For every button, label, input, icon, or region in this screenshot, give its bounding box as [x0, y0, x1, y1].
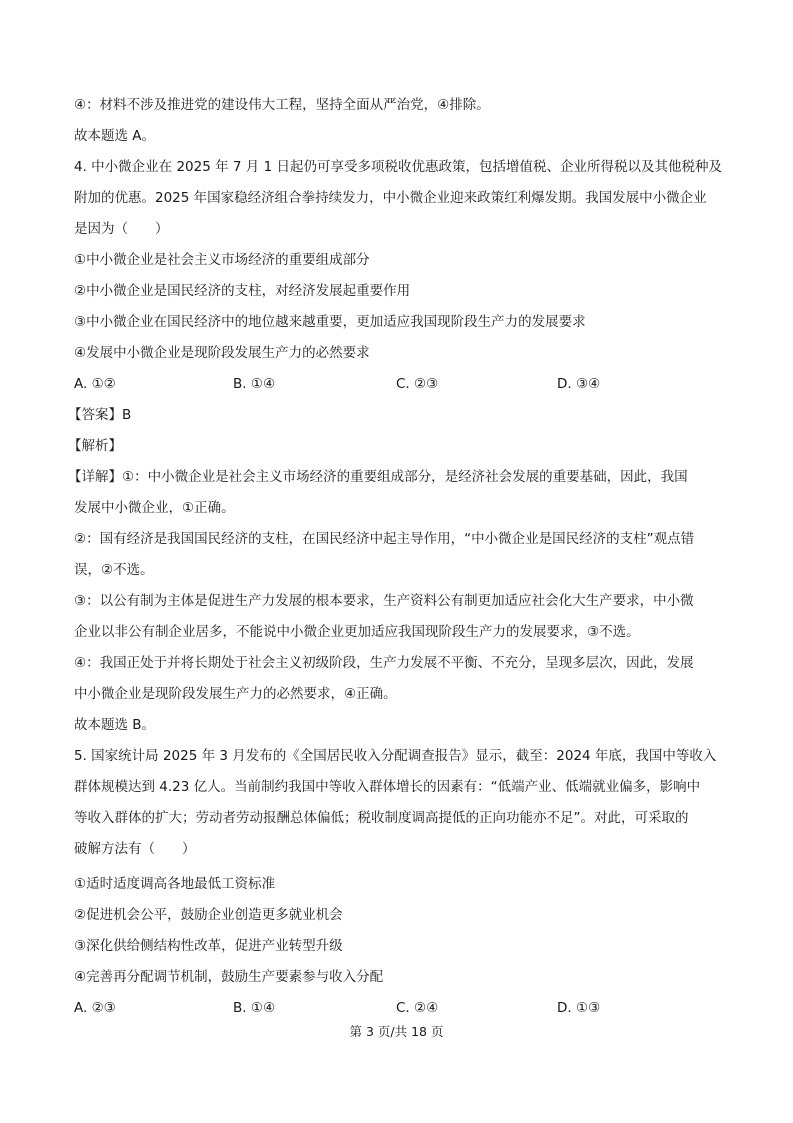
q5-option-d: D. ①③ — [557, 1000, 601, 1016]
q4-conclusion: 故本题选 B。 — [74, 717, 156, 733]
page-number-footer: 第 3 页/共 18 页 — [349, 1024, 444, 1039]
q4-option-d: D. ③④ — [557, 376, 601, 392]
q4-detail-line-8: 中小微企业是现阶段发展生产力的必然要求，④正确。 — [74, 686, 397, 702]
q5-statement-4: ④完善再分配调节机制，鼓励生产要素参与收入分配 — [74, 969, 384, 985]
q4-detail-line-3: ②：国有经济是我国国民经济的支柱，在国民经济中起主导作用，“中小微企业是国民经济的支柱”观点错 — [74, 531, 695, 547]
q4-statement-4: ④发展中小微企业是现阶段发展生产力的必然要求 — [74, 345, 370, 361]
q5-stem-line-2: 群体规模达到 4.23 亿人。当前制约我国中等收入群体增长的因素有：“低端产业、低端就业偏多，影响中 — [74, 779, 701, 795]
q5-stem-line-3: 等收入群体的扩大；劳动者劳动报酬总体偏低；税收制度调高提低的正向功能亦不足”。对此，可采取的 — [74, 810, 689, 826]
q5-statement-1: ①适时适度调高各地最低工资标准 — [74, 876, 276, 892]
q5-stem-line-4: 破解方法有（ ） — [74, 841, 196, 857]
q5-option-b: B. ①④ — [233, 1000, 276, 1016]
q5-option-a: A. ②③ — [74, 1000, 116, 1016]
q4-stem-line-2: 附加的优惠。2025 年国家稳经济组合拳持续发力，中小微企业迎来政策红利爆发期。我国发展中小微企业 — [74, 190, 707, 206]
q4-detail-line-6: 企业以非公有制企业居多，不能说中小微企业更加适应我国现阶段生产力的发展要求，③不选。 — [74, 624, 640, 640]
q4-detail-line-1: 【详解】①：中小微企业是社会主义市场经济的重要组成部分，是经济社会发展的重要基础，因此，我国 — [68, 469, 688, 485]
q4-answer: 【答案】B — [68, 407, 132, 423]
q4-stem-line-1: 4. 中小微企业在 2025 年 7 月 1 日起仍可享受多项税收优惠政策，包括增值税、企业所得税以及其他税种及 — [74, 159, 722, 175]
q4-detail-line-5: ③：以公有制为主体是促进生产力发展的根本要求，生产资料公有制更加适应社会化大生产要求，中小微 — [74, 593, 694, 609]
q4-statement-2: ②中小微企业是国民经济的支柱，对经济发展起重要作用 — [74, 283, 411, 299]
q4-statement-1: ①中小微企业是社会主义市场经济的重要组成部分 — [74, 252, 370, 268]
q5-option-c: C. ②④ — [396, 1000, 439, 1016]
q4-option-b: B. ①④ — [233, 376, 276, 392]
q3-conclusion: 故本题选 A。 — [74, 128, 156, 144]
q4-detail-line-4: 误，②不选。 — [74, 562, 154, 578]
q5-statement-3: ③深化供给侧结构性改革，促进产业转型升级 — [74, 938, 343, 954]
q5-statement-2: ②促进机会公平，鼓励企业创造更多就业机会 — [74, 907, 343, 923]
q3-analysis-line-4: ④：材料不涉及推进党的建设伟大工程，坚持全面从严治党，④排除。 — [74, 97, 490, 113]
q5-stem-line-1: 5. 国家统计局 2025 年 3 月发布的《全国居民收入分配调查报告》显示，截至：2024 年底，我国中等收入 — [74, 748, 717, 764]
q4-stem-line-3: 是因为（ ） — [74, 221, 169, 237]
q4-analysis-heading: 【解析】 — [68, 438, 122, 454]
q4-option-c: C. ②③ — [396, 376, 439, 392]
q4-option-a: A. ①② — [74, 376, 116, 392]
q4-detail-line-2: 发展中小微企业，①正确。 — [74, 500, 235, 516]
q4-detail-line-7: ④：我国正处于并将长期处于社会主义初级阶段，生产力发展不平衡、不充分，呈现多层次，因此，发展 — [74, 655, 694, 671]
q4-statement-3: ③中小微企业在国民经济中的地位越来越重要，更加适应我国现阶段生产力的发展要求 — [74, 314, 586, 330]
